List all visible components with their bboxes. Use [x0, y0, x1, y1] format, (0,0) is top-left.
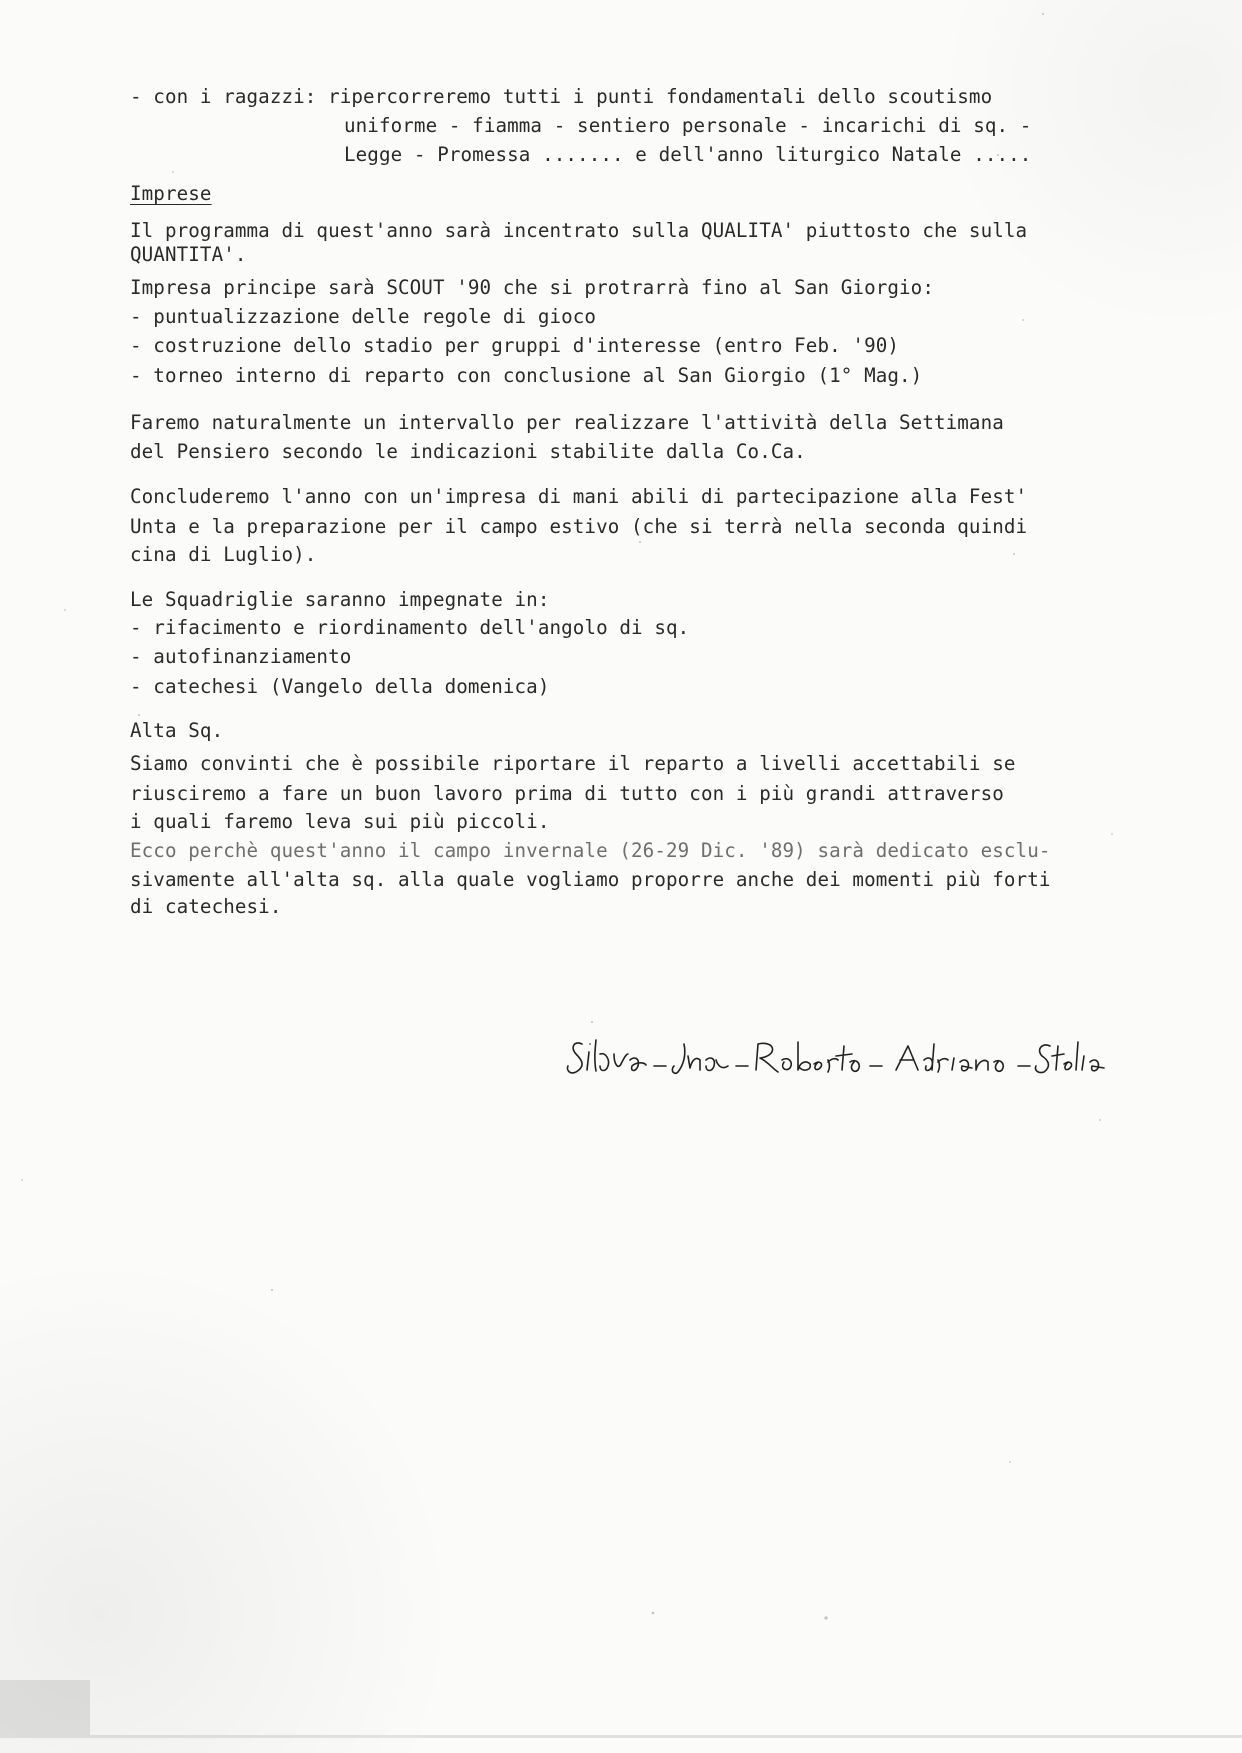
- paragraph-line: Siamo convinti che è possibile riportare il reparto a livelli accettabili se: [130, 752, 1016, 775]
- alta-sq-heading: Alta Sq.: [130, 719, 224, 742]
- paragraph-line: Ecco perchè quest'anno il campo invernale (26-29 Dic. '89) sarà dedicato esclu-: [130, 839, 1051, 862]
- intro-line: uniforme - fiamma - sentiero personale - incarichi di sq. -: [344, 114, 1032, 137]
- paragraph-line: sivamente all'alta sq. alla quale vogliamo proporre anche dei momenti più forti: [130, 868, 1051, 891]
- paragraph-line: Il programma di quest'anno sarà incentrato sulla QUALITA' piuttosto che sulla: [130, 219, 1028, 242]
- paragraph-line: Impresa principe sarà SCOUT '90 che si protrarrà fino al San Giorgio:: [130, 276, 934, 299]
- paragraph-line: del Pensiero secondo le indicazioni stabilite dalla Co.Ca.: [130, 440, 806, 463]
- list-item: - autofinanziamento: [130, 645, 352, 668]
- paragraph-line: Le Squadriglie saranno impegnate in:: [130, 588, 550, 611]
- paragraph-line: cina di Luglio).: [130, 543, 317, 566]
- handwritten-signature: [566, 1030, 1116, 1080]
- paragraph-line: Faremo naturalmente un intervallo per realizzare l'attività della Settimana: [130, 411, 1004, 434]
- list-item: - torneo interno di reparto con conclusione al San Giorgio (1° Mag.): [130, 364, 923, 387]
- paragraph-line: Unta e la preparazione per il campo estivo (che si terrà nella seconda quindi: [130, 515, 1028, 538]
- list-item: - costruzione dello stadio per gruppi d'interesse (entro Feb. '90): [130, 334, 900, 357]
- list-item: - rifacimento e riordinamento dell'angolo di sq.: [130, 616, 690, 639]
- paragraph-line: i quali faremo leva sui più piccoli.: [130, 810, 550, 833]
- imprese-heading: Imprese: [130, 182, 212, 205]
- intro-line: Legge - Promessa ....... e dell'anno liturgico Natale .....: [344, 143, 1032, 166]
- paragraph-line: Concluderemo l'anno con un'impresa di mani abili di partecipazione alla Fest': [130, 485, 1028, 508]
- paragraph-line: di catechesi.: [130, 895, 282, 918]
- paragraph-line: QUANTITA'.: [130, 243, 247, 266]
- intro-line: - con i ragazzi: ripercorreremo tutti i punti fondamentali dello scoutismo: [130, 85, 993, 108]
- paragraph-line: riusciremo a fare un buon lavoro prima di tutto con i più grandi attraverso: [130, 782, 1004, 805]
- list-item: - catechesi (Vangelo della domenica): [130, 675, 550, 698]
- list-item: - puntualizzazione delle regole di gioco: [130, 305, 597, 328]
